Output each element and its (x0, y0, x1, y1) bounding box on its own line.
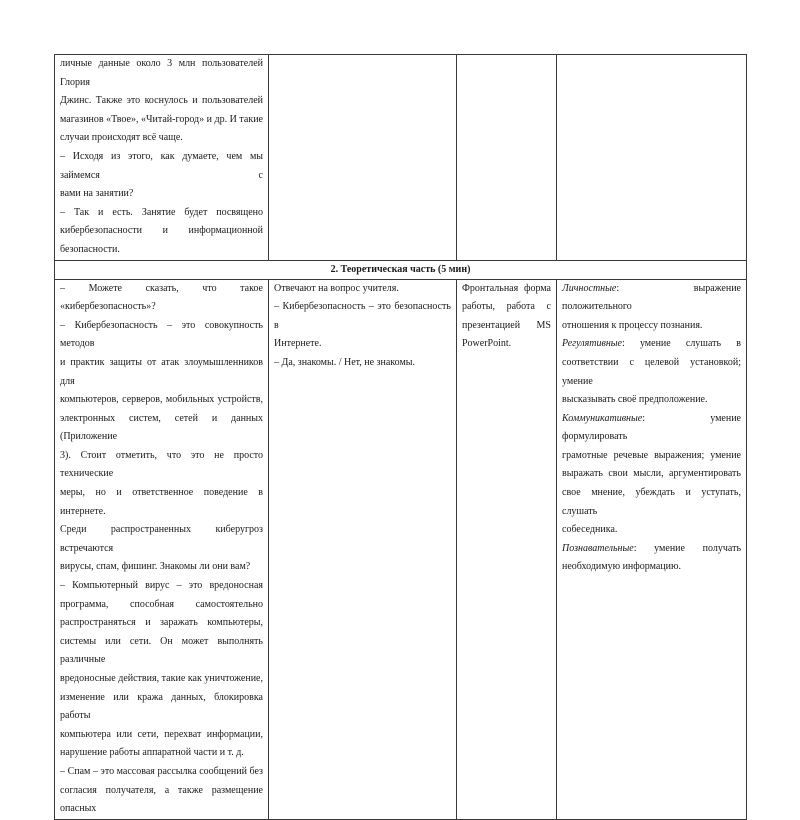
text-line: – Кибербезопасность – это совокупность методов (60, 319, 263, 350)
cell-student-activity (269, 279, 457, 819)
text-line: электронных систем, сетей и данных (Приложение (60, 412, 263, 443)
cell-uud (557, 279, 747, 819)
uud-label: Личностные (562, 282, 617, 294)
text-line: Фронтальная форма (462, 282, 551, 294)
text-line: личные данные около 3 млн пользователей Глория (60, 58, 263, 88)
cell-teacher-activity (55, 55, 269, 261)
uud-text: : выражение положительного (562, 282, 741, 313)
text-line: работы, работа с (462, 301, 551, 313)
uud-text: : умение получать (633, 542, 741, 554)
text-line: согласия получателя, а также размещение опасных (60, 784, 263, 815)
text-line: Интернете. (274, 338, 322, 350)
text-line: магазинов «Твое», «Читай-город» и др. И такие (60, 113, 263, 125)
text-line: собеседника. (562, 524, 618, 536)
text-line: вредоносные действия, такие как уничтожение, (60, 673, 263, 684)
text-line: безопасности. (60, 243, 120, 255)
text-line: грамотные речевые выражения; умение (562, 449, 741, 461)
uud-text: : умение слушать в (622, 338, 741, 350)
text-line: системы или сети. Он может выполнять различные (60, 635, 263, 666)
uud-label: Регулятивные (562, 338, 622, 350)
uud-label: Познавательные (562, 542, 634, 554)
cell-student-activity (269, 55, 457, 261)
uud-regulatory (562, 335, 741, 354)
text-line: компьютера или сети, перехват информации, (60, 728, 263, 740)
text-line: соответствии с целевой установкой; умение (562, 356, 741, 387)
lesson-plan-table (54, 54, 747, 820)
text-line: распространяться и заражать компьютеры, (60, 617, 263, 629)
cell-work-form (457, 55, 557, 261)
table-row-continued (55, 55, 747, 261)
text-line: нарушение работы аппаратной части и т. д. (60, 747, 244, 759)
text-line: кибербезопасности и информационной (60, 225, 263, 237)
text-line: вами на занятии? (60, 188, 134, 200)
text-line: презентацией MS (462, 319, 551, 331)
text-line: – Исходя из этого, как думаете, чем мы займемся с (60, 150, 263, 181)
text-line: Отвечают на вопрос учителя. (274, 282, 399, 294)
section-header-row (55, 260, 747, 279)
cell-work-form (457, 279, 557, 819)
text-line: Среди распространенных киберугроз встречаются (60, 524, 263, 554)
text-line: отношения к процессу познания. (562, 319, 703, 331)
text-line: программа, способная самостоятельно (60, 598, 263, 610)
text-line: – Компьютерный вирус – это вредоносная (60, 580, 263, 592)
text-line: – Спам – это массовая рассылка сообщений без (60, 765, 263, 777)
uud-label: Коммуникативные (562, 412, 643, 424)
text-line: 3). Стоит отметить, что это не просто технические (60, 449, 263, 480)
text-line: – Да, знакомы. / Нет, не знакомы. (274, 356, 416, 368)
text-line: Джинс. Также это коснулось и пользователей (60, 95, 263, 107)
text-line: высказывать своё предположение. (562, 394, 708, 406)
text-line: изменение или кража данных, блокировка работы (60, 691, 263, 722)
text-line: случаи происходят всё чаще. (60, 132, 183, 144)
text-line: меры, но и ответственное поведение в интернете. (60, 487, 263, 517)
section-title: 2. Теоретическая часть (5 мин) (55, 260, 747, 279)
text-line: PowerPoint. (462, 338, 512, 350)
cell-uud (557, 55, 747, 261)
table-row-theory (55, 279, 747, 819)
uud-communicative (562, 410, 741, 447)
uud-text: : умение формулировать (562, 412, 741, 443)
text-line: компьютеров, серверов, мобильных устройств, (60, 394, 263, 406)
text-line: необходимую информацию. (562, 561, 681, 573)
cell-teacher-activity (55, 279, 269, 819)
uud-personal (562, 280, 741, 317)
text-line: выражать свои мысли, аргументировать (562, 468, 741, 480)
text-line: – Кибербезопасность – это безопасность в (274, 301, 451, 331)
text-line: – Можете сказать, что такое «кибербезопасность»? (60, 282, 263, 313)
text-line: свое мнение, убеждать и уступать, слушать (562, 487, 741, 517)
uud-cognitive (562, 540, 741, 559)
text-line: и практик защиты от атак злоумышленников для (60, 356, 263, 387)
text-line: – Так и есть. Занятие будет посвящено (60, 206, 263, 218)
text-line: вирусы, спам, фишинг. Знакомы ли они вам? (60, 561, 251, 573)
